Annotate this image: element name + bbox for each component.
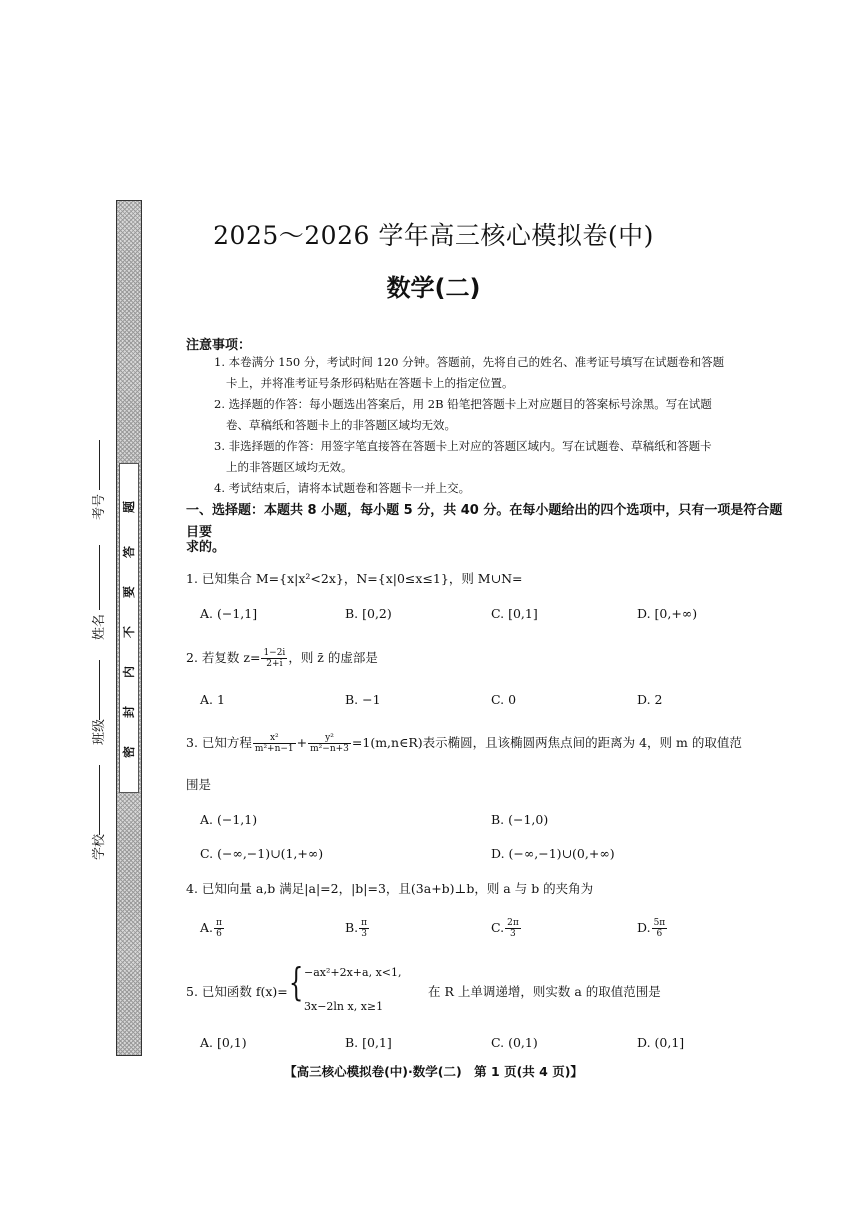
q5-option-b: B. [0,1] — [345, 1035, 392, 1050]
question-5-prefix: 5. 已知函数 f(x)= — [186, 984, 288, 999]
exam-number-field[interactable] — [99, 440, 100, 490]
q2-prefix: 2. 若复数 z= — [186, 650, 261, 665]
question-2 — [186, 648, 378, 669]
q3-suffix: =1(m,n∈R)表示椭圆，且该椭圆两焦点间的距离为 4，则 m 的取值范 — [351, 735, 742, 750]
q4-d-label: D. — [637, 920, 651, 935]
q3-option-c: C. (−∞,−1)∪(1,+∞) — [200, 846, 324, 861]
q4-option-c — [491, 918, 522, 939]
q3-option-b: B. (−1,0) — [491, 812, 549, 827]
q4-d-num: 5π — [653, 918, 666, 928]
notice-line: 4. 考试结束后，请将本试题卷和答题卡一并上交。 — [214, 481, 471, 495]
q2-option-a: A. 1 — [200, 692, 225, 707]
notice-line: 2. 选择题的作答：每小题选出答案后，用 2B 铅笔把答题卡上对应题目的答案标号涂黑。写在试题 — [214, 397, 712, 411]
question-5-suffix: 在 R 上单调递增，则实数 a 的取值范围是 — [428, 984, 661, 999]
q3-option-d: D. (−∞,−1)∪(0,+∞) — [491, 846, 615, 861]
notice-item — [214, 436, 789, 478]
q4-b-label: B. — [345, 920, 359, 935]
page-footer: 【高三核心模拟卷(中)·数学(二) 第 1 页(共 4 页)】 — [284, 1064, 583, 1079]
q2-fraction — [261, 648, 287, 669]
seal-char: 密 — [122, 746, 136, 759]
page-subtitle: 数学(二) — [386, 274, 481, 302]
notice-line: 卡上，并将准考证号条形码粘贴在答题卡上的指定位置。 — [226, 376, 514, 390]
piece-1: −ax²+2x+a, x<1, — [304, 966, 402, 979]
q2-den: 2+i — [266, 659, 283, 669]
seal-char: 题 — [122, 501, 136, 514]
class-field[interactable] — [99, 660, 100, 720]
q4-d-frac — [652, 918, 668, 939]
q3-fraction-1 — [253, 733, 296, 754]
q3-option-a: A. (−1,1) — [200, 812, 258, 827]
q2-option-c: C. 0 — [491, 692, 517, 707]
q4-c-den: 3 — [510, 929, 516, 939]
q5-option-c: C. (0,1) — [491, 1035, 538, 1050]
q1-option-c: C. [0,1] — [491, 606, 538, 621]
q3-den1: m²+n−1 — [254, 744, 294, 754]
q4-b-den: 3 — [361, 929, 367, 939]
q1-option-b: B. [0,2) — [345, 606, 392, 621]
piece-2: 3x−2ln x, x≥1 — [304, 1000, 384, 1013]
q2-option-b: B. −1 — [345, 692, 381, 707]
section-heading-cont: 求的。 — [186, 540, 226, 555]
q5-option-d: D. (0,1] — [637, 1035, 685, 1050]
q4-b-num: π — [361, 918, 368, 928]
label-name: 姓名 — [92, 613, 107, 640]
q2-option-d: D. 2 — [637, 692, 663, 707]
notice-item — [214, 394, 789, 436]
seal-char: 封 — [122, 706, 136, 719]
notice-line: 3. 非选择题的作答：用签字笔直接答在答题卡上对应的答题区域内。写在试题卷、草稿纸和答题卡 — [214, 439, 712, 453]
section-heading: 一、选择题：本题共 8 小题，每小题 5 分，共 40 分。在每小题给出的四个选项中，只有一项是符合题目要 — [186, 503, 783, 540]
seal-char: 内 — [122, 666, 136, 679]
label-exam-number: 考号 — [92, 493, 107, 520]
question-1: 1. 已知集合 M={x|x²<2x}，N={x|0≤x≤1}，则 M∪N= — [186, 571, 523, 586]
seal-char: 答 — [122, 546, 136, 559]
q1-option-d: D. [0,+∞) — [637, 606, 698, 621]
school-field[interactable] — [99, 765, 100, 835]
question-3-cont: 围是 — [186, 777, 212, 792]
notice-line: 1. 本卷满分 150 分，考试时间 120 分钟。答题前，先将自己的姓名、准考证号填写在试题卷和答题 — [214, 355, 725, 369]
label-school: 学校 — [92, 833, 107, 860]
q4-c-label: C. — [491, 920, 505, 935]
seal-char: 不 — [122, 626, 136, 639]
question-3 — [186, 733, 742, 754]
q4-a-frac — [214, 918, 224, 939]
q4-d-den: 6 — [656, 929, 663, 939]
question-4: 4. 已知向量 a,b 满足|a|=2，|b|=3，且(3a+b)⊥b，则 a 与 b 的夹角为 — [186, 881, 594, 896]
q3-prefix: 3. 已知方程 — [186, 735, 252, 750]
q4-a-label: A. — [200, 920, 214, 935]
page-title: 2025～2026 学年高三核心模拟卷(中) — [213, 221, 654, 250]
notice-line: 上的非答题区域均无效。 — [226, 460, 353, 474]
q3-num1: x² — [253, 733, 296, 744]
q2-suffix: ，则 z̄ 的虚部是 — [288, 650, 378, 665]
q4-a-num: π — [216, 918, 222, 928]
q3-plus: + — [296, 735, 308, 750]
q1-option-a: A. (−1,1] — [200, 606, 258, 621]
q4-b-frac — [359, 918, 369, 939]
q4-option-a — [200, 918, 225, 939]
notice-item — [214, 352, 789, 394]
q4-option-b — [345, 918, 370, 939]
q4-a-den: 6 — [216, 929, 222, 939]
notice-heading: 注意事项： — [186, 338, 252, 353]
q2-num: 1−2i — [263, 648, 286, 658]
q5-option-a: A. [0,1) — [200, 1035, 247, 1050]
q4-c-frac — [505, 918, 521, 939]
name-field[interactable] — [99, 545, 100, 610]
label-class: 班级 — [92, 718, 107, 745]
q3-fraction-2 — [308, 733, 351, 754]
q3-num2: y² — [308, 733, 351, 744]
q4-c-num: 2π — [507, 918, 519, 928]
q4-option-d — [637, 918, 668, 939]
seal-char: 要 — [122, 586, 136, 599]
notice-line: 卷、草稿纸和答题卡上的非答题区域均无效。 — [226, 418, 456, 432]
notice-item — [214, 478, 789, 499]
piecewise-brace: { — [288, 960, 304, 1004]
q3-den2: m²−n+3 — [310, 744, 349, 754]
